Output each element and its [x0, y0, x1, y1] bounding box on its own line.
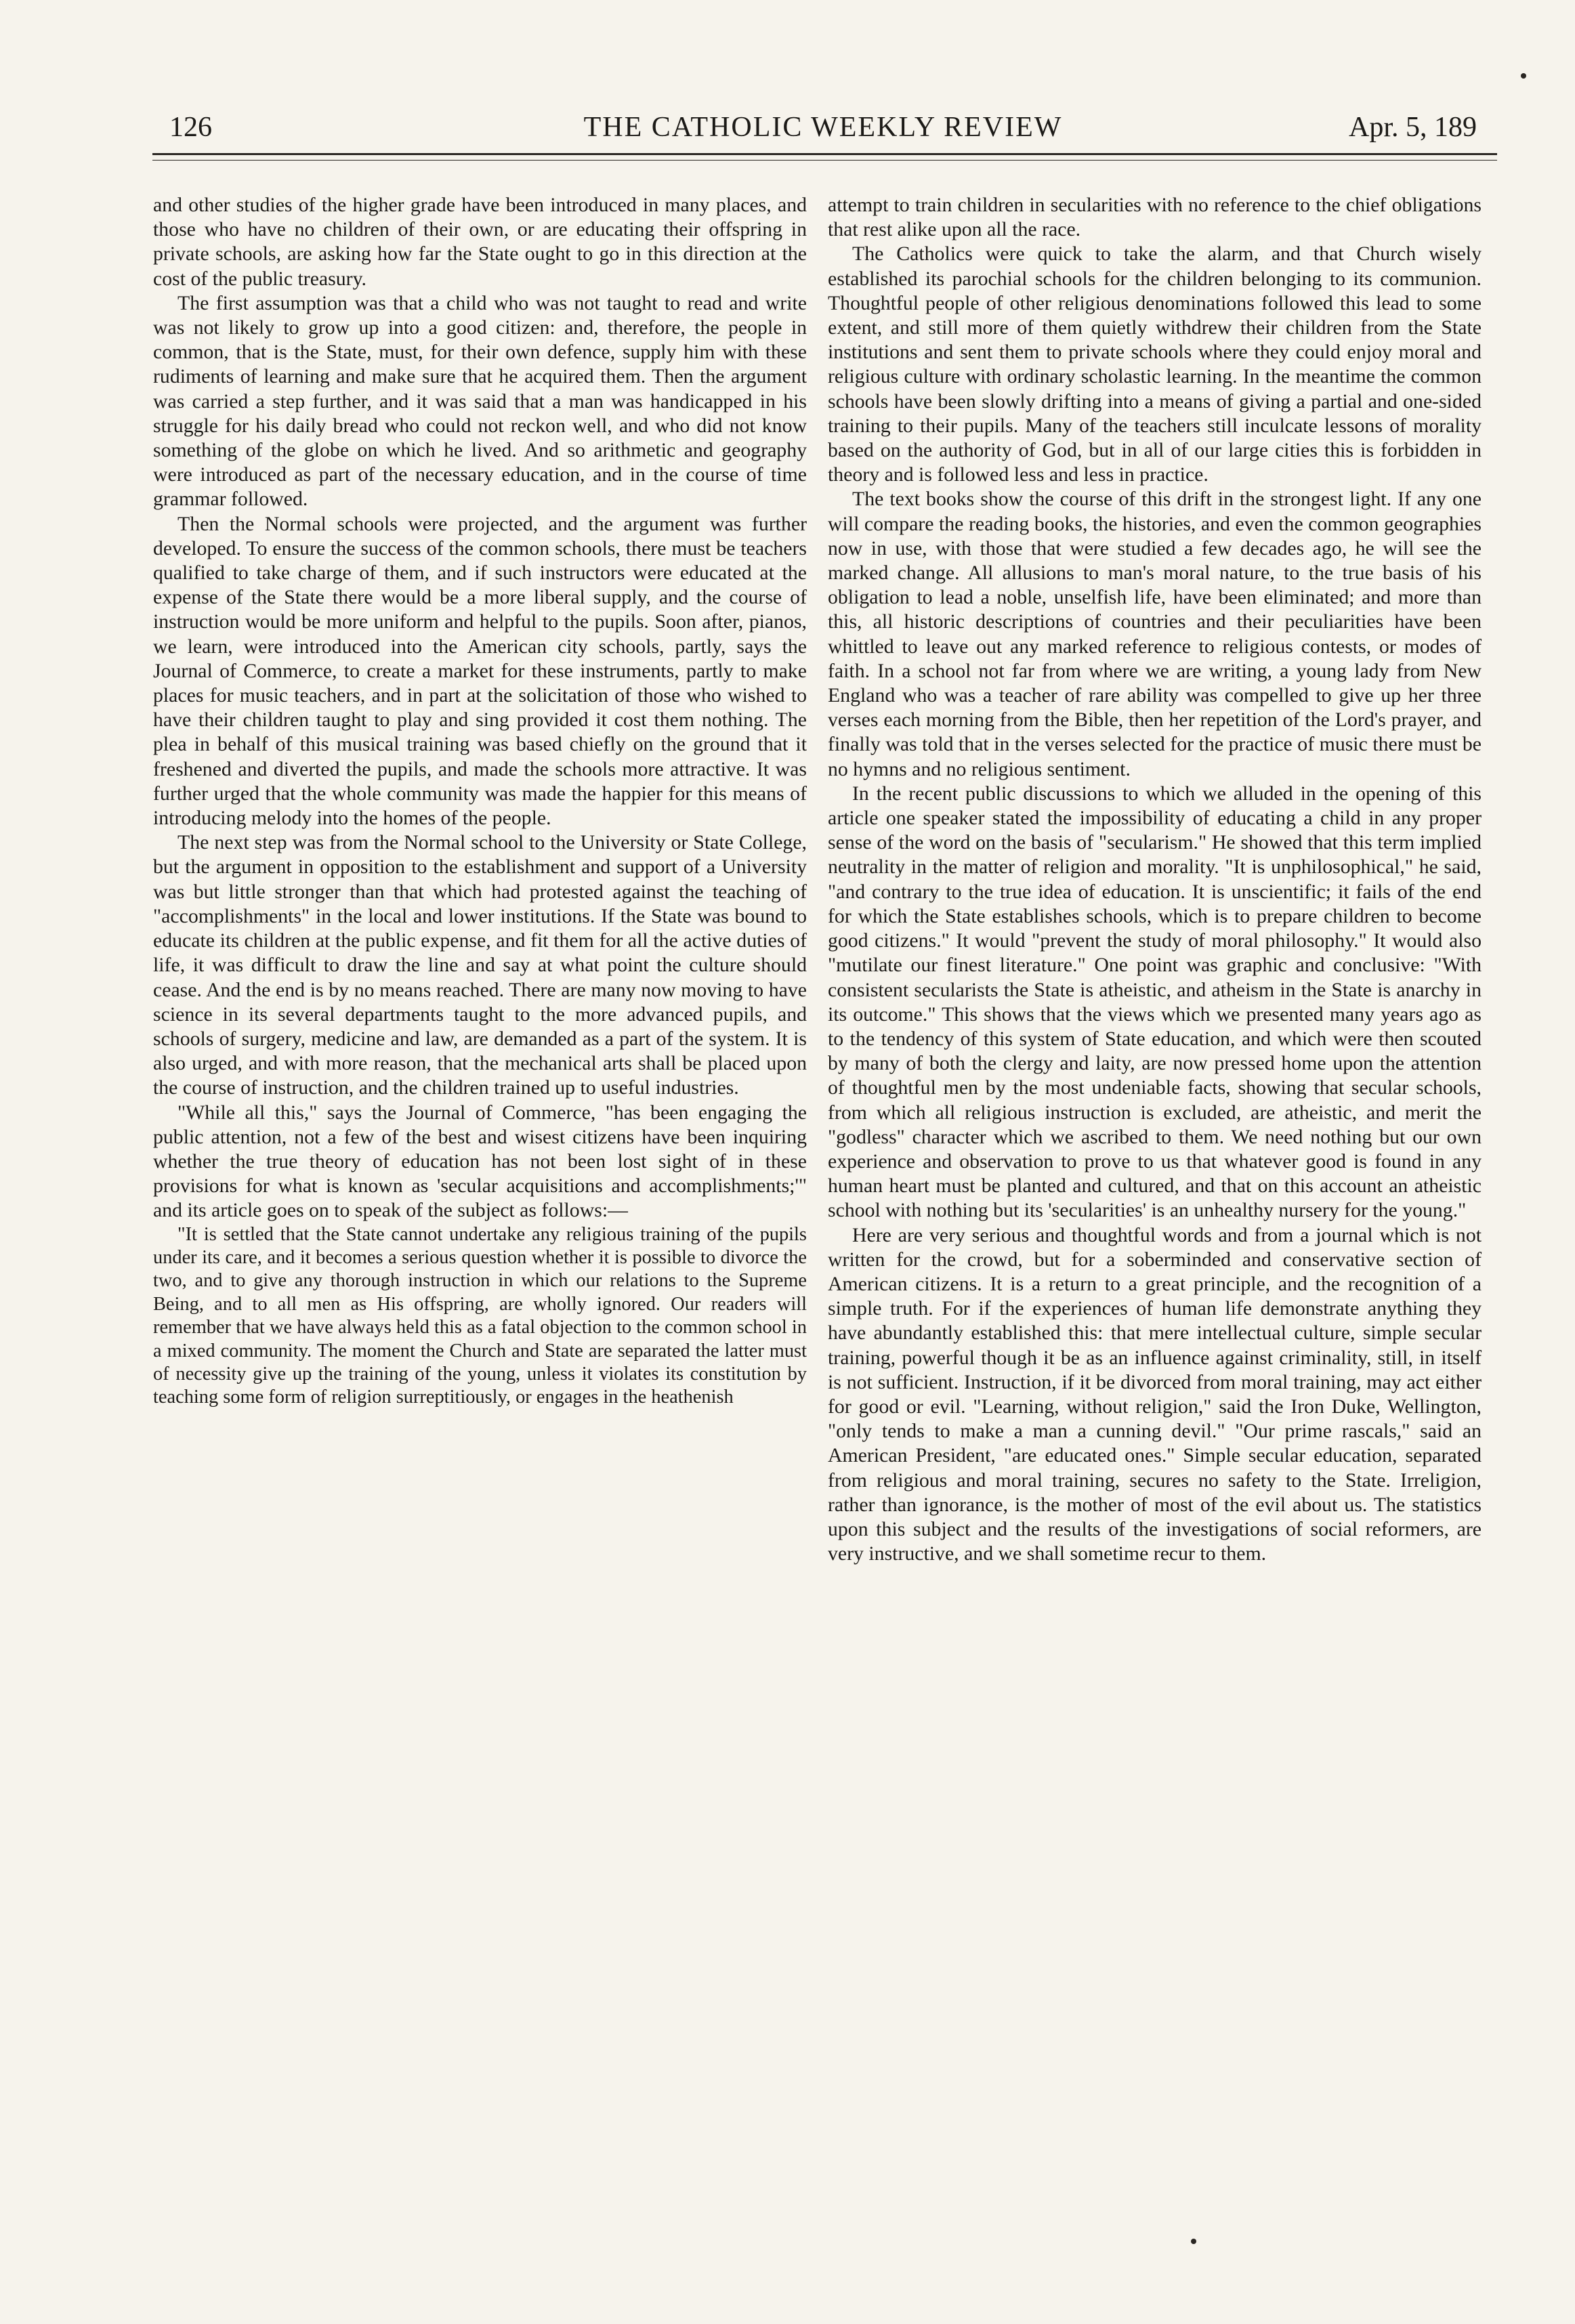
header-rule — [152, 153, 1497, 155]
paragraph: and other studies of the higher grade have been introduced in many places, and those who have no children of their own, or are educating their offspring in private schools, are asking how far the State ought to go in this direction at the cost of the public treasury. — [153, 194, 807, 290]
page-number: 126 — [169, 112, 212, 143]
left-column — [153, 193, 807, 1410]
paragraph: The Catholics were quick to take the alarm, and that Church wisely established its parochial schools for the children belonging to its communion. Thoughtful people of other religious denominations followed this lead to some extent, and still more of them quietly withdrew their children from the State institutions and sent them to private schools where they could enjoy moral and religious culture with ordinary scholastic learning. In the meantime the common schools have been slowly drifting into a means of giving a partial and one-sided training to their pupils. Many of the teachers still inculcate lessons of morality based on the authority of God, but in all of our large cities this is forbidden in theory and is followed less and less in practice. — [828, 242, 1482, 486]
block-quote: "It is settled that the State cannot undertake any religious training of the pupils under its care, and it becomes a serious question whether it is possible to divorce the two, and to give any thorough instruction in which our relations to the Supreme Being, and to all men as His offspring, are wholly ignored. Our readers will remember that we have always held this as a fatal objection to the common school in a mixed community. The moment the Church and State are separated the latter must of necessity give up the training of the young, unless it violates its constitution by teaching some form of religion surreptitiously, or engages in the heathenish — [153, 1223, 807, 1408]
page-header — [169, 107, 1477, 154]
issue-date: Apr. 5, 189 — [1349, 112, 1477, 143]
header-rule-thin — [152, 160, 1497, 161]
paragraph: attempt to train children in secularities with no reference to the chief obligations that rest alike upon all the race. — [828, 194, 1482, 241]
right-column — [828, 193, 1482, 1566]
paragraph: The text books show the course of this drift in the strongest light. If any one will compare the reading books, the histories, and even the common geographies now in use, with those that were studied a few decades ago, he will see the marked change. All allusions to man's moral nature, to the true basis of his obligation to lead a noble, unselfish life, have been eliminated; and more than this, all historic descriptions of countries and their peculiarities have been whittled to leave out any marked reference to religious contests, or modes of faith. In a school not far from where we are writing, a young lady from New England who was a teacher of rare ability was compelled to give up her three verses each morning from the Bible, then her repetition of the Lord's prayer, and finally was told that in the verses selected for the practice of music there must be no hymns and no religious sentiment. — [828, 488, 1482, 780]
paragraph: Here are very serious and thoughtful words and from a journal which is not written for the crowd, but for a soberminded and conservative section of American citizens. It is a return to a great principle, and the recognition of a simple truth. For if the experiences of human life demonstrate anything they have abundantly established this: that mere intellectual culture, simple secular training, powerful though it be as an influence against criminality, still, in itself is not sufficient. Instruction, if it be divorced from moral training, may act either for good or evil. "Learning, without religion," said the Iron Duke, Wellington, "only tends to make a man a cunning devil." "Our prime rascals," said an American President, "are educated ones." Simple secular education, separated from religious and moral training, secures no safety to the State. Irreligion, rather than ignorance, is the mother of most of the evil about us. The statistics upon this subject and the results of the investigations of social reformers, are very instructive, and we shall sometime recur to them. — [828, 1223, 1482, 1565]
print-speck — [1521, 73, 1526, 79]
print-speck — [1191, 2239, 1196, 2244]
paragraph: Then the Normal schools were projected, and the argument was further developed. To ensure the success of the common schools, there must be teachers qualified to take charge of them, and if such instructors were educated at the expense of the State there would be a more liberal supply, and the course of instruction would be more uniform and helpful to the pupils. Soon after, pianos, we learn, were introduced into the American city schools, partly, says the Journal of Commerce, to create a market for these instruments, partly to make places for music teachers, and in part at the solicitation of those who wished to have their children taught to play and sing provided it cost them nothing. The plea in behalf of this musical training was based chiefly on the ground that it freshened and diverted the pupils, and made the schools more attractive. It was further urged that the whole community was made the happier for this means of introducing melody into the homes of the people. — [153, 512, 807, 830]
paragraph: The first assumption was that a child who was not taught to read and write was not likely to grow up into a good citizen: and, therefore, the people in common, that is the State, must, for their own defence, supply him with these rudiments of learning and make sure that he acquired them. Then the argument was carried a step further, and it was said that a man was handicapped in his struggle for his daily bread who could not reckon well, and who did not know something of the globe on which he lived. And so arithmetic and geography were introduced as part of the necessary education, and in the course of time grammar followed. — [153, 291, 807, 511]
paragraph: "While all this," says the Journal of Commerce, "has been engaging the public attention, not a few of the best and wisest citizens have been inquiring whether the true theory of education has not been lost sight of in these provisions for what is known as 'secular acquisitions and accomplishments;'" and its article goes on to speak of the subject as follows:— — [153, 1101, 807, 1222]
paragraph: In the recent public discussions to which we alluded in the opening of this article one speaker stated the impossibility of educating a child in any proper sense of the word on the basis of "secularism." He showed that this term implied neutrality in the matter of religion and morality. "It is unphilosophical," he said, "and contrary to the true idea of education. It is unscientific; it fails of the end for which the State establishes schools, which is to prepare children to become good citizens." It would "prevent the study of moral philosophy." It would also "mutilate our finest literature." One point was graphic and conclusive: "With consistent secularists the State is atheistic, and atheism in the State is anarchy in its outcome." This shows that the views which we presented many years ago as to the tendency of this system of State education, and which were then scouted by many of both the clergy and laity, are now pressed home upon the attention of thoughtful men by the most undeniable facts, showing that secular schools, from which all religious instruction is excluded, are atheistic, and merit the "godless" character which we ascribed to them. We need nothing but our own experience and observation to prove to us that whatever good is found in any human heart must be planted and cultured, and that on this account an atheistic school with nothing but its 'secularities' is an unhealthy nursery for the young." — [828, 782, 1482, 1222]
publication-title: THE CATHOLIC WEEKLY REVIEW — [583, 112, 1063, 143]
paragraph: The next step was from the Normal school to the University or State College, but the argument in opposition to the establishment and support of a University was but little stronger than that which had protested against the teaching of "accomplishments" in the local and lower institutions. If the State was bound to educate its children at the public expense, and fit them for all the active duties of life, it was difficult to draw the line and say at what point the culture should cease. And the end is by no means reached. There are many now moving to have science in its several departments taught to the more advanced pupils, and schools of surgery, medicine and law, are demanded as a part of the system. It is also urged, and with more reason, that the mechanical arts shall be placed upon the course of instruction, and the children trained up to useful industries. — [153, 831, 807, 1099]
